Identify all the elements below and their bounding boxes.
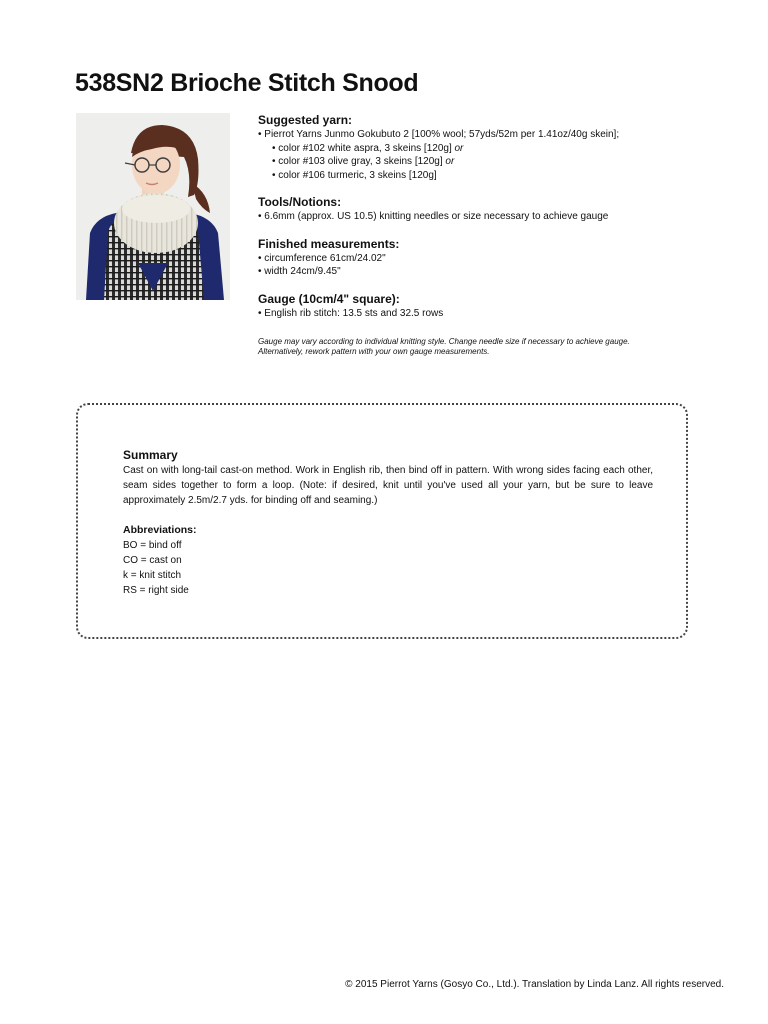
abbreviation-item: k = knit stitch <box>123 570 182 581</box>
measurement-item: • circumference 61cm/24.02" <box>258 252 386 264</box>
yarn-heading: Suggested yarn: <box>258 113 353 127</box>
abbreviation-item: CO = cast on <box>123 555 182 566</box>
summary-box <box>76 403 688 639</box>
abbreviation-item: BO = bind off <box>123 540 182 551</box>
pattern-specs <box>258 113 708 357</box>
gauge-line: • English rib stitch: 13.5 sts and 32.5 rows <box>258 307 444 319</box>
product-photo <box>76 113 230 300</box>
measurement-item: • width 24cm/9.45" <box>258 266 341 277</box>
model-wearing-snood-photo <box>76 113 230 300</box>
measurements-heading: Finished measurements: <box>258 236 400 251</box>
page-title: 538SN2 Brioche Stitch Snood <box>75 69 419 97</box>
copyright-footer: © 2015 Pierrot Yarns (Gosyo Co., Ltd.). Translation by Linda Lanz. All rights reserved. <box>345 979 724 990</box>
summary-text: Cast on with long-tail cast-on method. Work in English rib, then bind off in pattern. With wrong sides facing each other, seam sides together to form a loop. (Note: if desired, knit until you've used all your yarn, but be sure to leave approximately 2.5m/2.7 yds. for binding off and seaming.) <box>123 465 653 506</box>
yarn-color-item: • color #102 white aspra, 3 skeins [120g] or <box>272 142 464 154</box>
yarn-color-item: • color #106 turmeric, 3 skeins [120g] <box>272 169 437 181</box>
tools-line: • 6.6mm (approx. US 10.5) knitting needles or size necessary to achieve gauge <box>258 211 609 222</box>
gauge-note: Gauge may vary according to individual knitting style. Change needle size if necessary to achieve gauge. Alternatively, rework pattern with your own gauge measurements. <box>258 337 630 356</box>
abbreviations-heading: Abbreviations: <box>123 524 197 536</box>
gauge-heading: Gauge (10cm/4" square): <box>258 291 400 306</box>
yarn-line: • Pierrot Yarns Junmo Gokubuto 2 [100% wool; 57yds/52m per 1.41oz/40g skein]; <box>258 129 620 140</box>
yarn-color-item: • color #103 olive gray, 3 skeins [120g] or <box>272 156 455 167</box>
tools-heading: Tools/Notions: <box>258 195 342 209</box>
summary-heading: Summary <box>123 448 178 462</box>
abbreviation-item: RS = right side <box>123 585 189 596</box>
